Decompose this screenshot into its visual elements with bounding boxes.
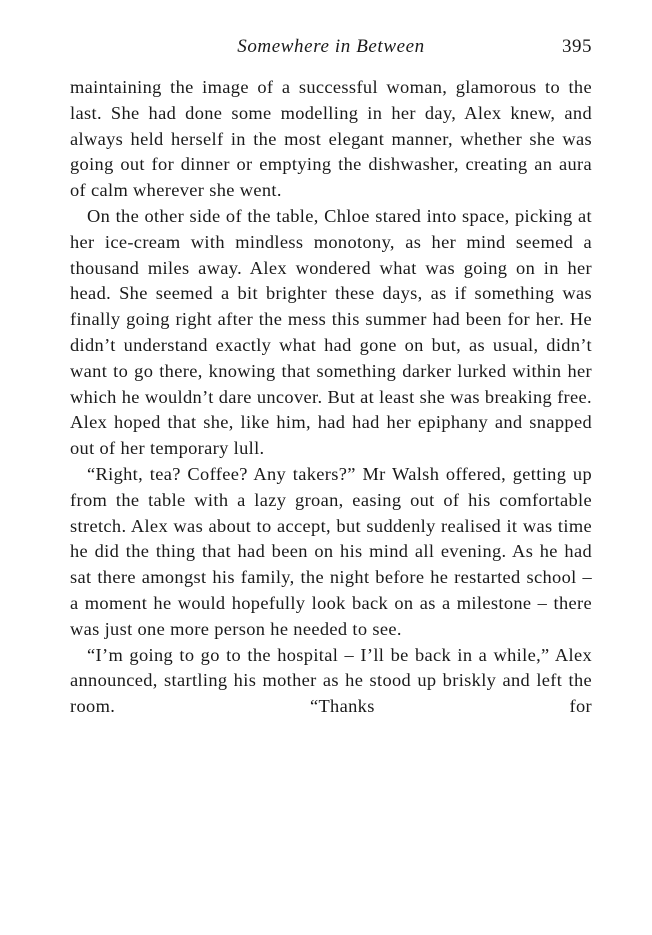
page-number: 395 xyxy=(562,36,592,57)
paragraph-chloe: On the other side of the table, Chloe stared into space, picking at her ice-cream with mindless monotony, as her mind seemed a thousand miles away. Alex wondered what was going on in her head. She seemed a bit brighter these days, as if something was finally going right after the mess this summer had been for her. He didn’t understand exactly what had gone on but, as usual, didn’t want to go there, knowing that something darker lurked within her which he wouldn’t dare uncover. But at least she was breaking free. Alex hoped that she, like him, had had her epiphany and snapped out of her temporary lull. xyxy=(70,205,592,459)
body-text xyxy=(70,75,592,720)
paragraph-mr-walsh: “Right, tea? Coffee? Any takers?” Mr Walsh offered, getting up from the table with a lazy groan, easing out of his comfortable stretch. Alex was about to accept, but suddenly realised it was time he did the thing that had been on his mind all evening. As he had sat there amongst his family, the night before he restarted school – a moment he would hopefully look back on as a milestone – there was just one more person he needed to see. xyxy=(70,463,592,639)
paragraph-continued: maintaining the image of a successful woman, glamorous to the last. She had done some modelling in her day, Alex knew, and always held herself in the most elegant manner, whether she was going out for dinner or emptying the dishwasher, creating an aura of calm wherever she went. xyxy=(70,77,592,201)
paragraph-hospital: “I’m going to go to the hospital – I’ll be back in a while,” Alex announced, startling his mother as he stood up briskly and left the room. “Thanks for xyxy=(70,644,592,717)
running-head xyxy=(70,34,592,60)
running-title: Somewhere in Between xyxy=(237,36,425,57)
